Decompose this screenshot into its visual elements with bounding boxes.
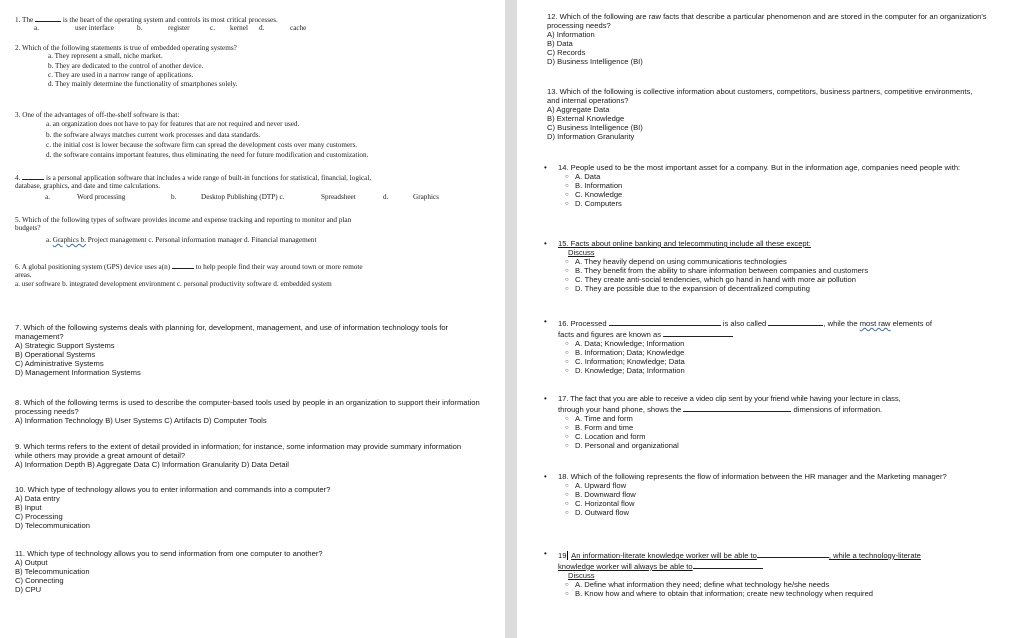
question-8 <box>15 399 480 426</box>
q5-other-options: Project management c. Personal information manager d. Financial management <box>87 235 317 244</box>
q12-option-b: B) Data <box>547 38 573 48</box>
hollow-bullet-icon: ○ <box>565 590 569 597</box>
q17-part3: dimensions of information. <box>793 404 883 414</box>
page-divider <box>505 0 517 638</box>
q11-option-a: A) Output <box>15 557 48 567</box>
hollow-bullet-icon: ○ <box>565 424 569 431</box>
hollow-bullet-icon: ○ <box>565 367 569 374</box>
q6-stem-part3: areas. <box>15 271 32 280</box>
q16-option-b: B. Information; Data; Knowledge <box>575 347 685 357</box>
q1-option-d: cache <box>290 24 307 33</box>
q12-option-a: A) Information <box>547 29 595 39</box>
q1-option-c: kernel <box>230 24 248 33</box>
q2-stem: 2. Which of the following statements is true of embedded operating systems? <box>15 44 237 52</box>
hollow-bullet-icon: ○ <box>565 442 569 449</box>
q18-bullet: • <box>544 472 547 481</box>
q14-option-c-row <box>558 191 1013 200</box>
q11-option-b: B) Telecommunication <box>15 566 90 576</box>
q3-option-b: b. the software always matches current work processes and data standards. <box>46 130 261 139</box>
q13-option-b: B) External Knowledge <box>547 113 625 123</box>
hollow-bullet-icon: ○ <box>565 358 569 365</box>
q14-bullet: • <box>544 163 547 172</box>
hollow-bullet-icon: ○ <box>565 491 569 498</box>
q15-option-d-row <box>558 285 1018 294</box>
q15-option-a: A. They heavily depend on using communications technologies <box>575 256 787 266</box>
q17-part2: through your hand phone, shows the <box>558 404 682 414</box>
q19-part3: knowledge worker will always be able to <box>558 561 693 571</box>
text-cursor <box>567 551 568 560</box>
q1-option-b-letter: b. <box>137 24 143 33</box>
question-16 <box>544 317 1018 375</box>
q6-stem-part1: 6. A global positioning system (GPS) device uses a(n) <box>15 263 171 271</box>
hollow-bullet-icon: ○ <box>565 191 569 198</box>
hollow-bullet-icon: ○ <box>565 500 569 507</box>
q16-option-a: A. Data; Knowledge; Information <box>575 338 685 348</box>
q1-option-c-letter: c. <box>210 24 215 33</box>
q6-stem-part2: to help people find their way around town or more remote <box>195 263 363 271</box>
q10-option-b: B) Input <box>15 502 42 512</box>
q4-option-c: Spreadsheet <box>321 192 356 201</box>
q1-blank <box>35 14 61 22</box>
question-6 <box>15 261 500 288</box>
q13-option-d: D) Information Granularity <box>547 131 635 141</box>
q16-part3: , while the <box>823 319 858 328</box>
question-7 <box>15 324 475 377</box>
q18-option-d: D. Outward flow <box>575 507 630 517</box>
q15-bullet: • <box>544 239 547 248</box>
hollow-bullet-icon: ○ <box>565 173 569 180</box>
q3-option-a: a. an organization does not have to pay for features that are not required and never used. <box>46 120 300 129</box>
q1-option-a-letter: a. <box>34 24 39 33</box>
q4-option-b: Desktop Publishing (DTP) c. <box>201 192 285 201</box>
q7-option-a: A) Strategic Support Systems <box>15 340 115 350</box>
q10-option-d: D) Telecommunication <box>15 520 90 530</box>
q16-bullet: • <box>544 317 547 326</box>
q14-option-b: B. Information <box>575 180 623 190</box>
q15-option-d: D. They are possible due to the expansion of decentralized computing <box>575 283 810 293</box>
q18-option-d-row <box>558 509 1013 518</box>
q14-option-b-row <box>558 182 1013 191</box>
q17-option-c: C. Location and form <box>575 431 646 441</box>
hollow-bullet-icon: ○ <box>565 433 569 440</box>
q5-option-a: Graphics b. <box>52 235 86 244</box>
q1-option-b: register <box>168 24 190 33</box>
q4-stem-line1: is a personal application software that includes a wide range of built-in functions for statistical, financial, logical, <box>45 174 372 182</box>
q10-stem: 10. Which type of technology allows you to enter information and commands into a computer? <box>15 485 331 494</box>
q9-options: A) Information Depth B) Aggregate Data C) Information Granularity D) Data Detail <box>15 459 289 469</box>
q4-stem-line2: database, graphics, and date and time calculations. <box>15 182 161 191</box>
hollow-bullet-icon: ○ <box>565 285 569 292</box>
q17-option-b: B. Form and time <box>575 422 634 432</box>
q1-number: 1. The <box>15 16 34 24</box>
q1-option-d-letter: d. <box>259 24 265 33</box>
hollow-bullet-icon: ○ <box>565 276 569 283</box>
hollow-bullet-icon: ○ <box>565 200 569 207</box>
q8-stem: 8. Which of the following terms is used to describe the computer-based tools used by people in an organization to support their information processing needs? <box>15 398 480 416</box>
q14-option-a: A. Data <box>575 171 601 181</box>
q7-option-c: C) Administrative Systems <box>15 358 104 368</box>
q16-option-d: D. Knowledge; Data; Information <box>575 365 685 375</box>
question-5 <box>15 216 500 244</box>
question-11 <box>15 550 495 595</box>
question-1 <box>15 14 495 33</box>
q14-stem: 14. People used to be the most important asset for a company. But in the information age, companies need people with: <box>558 163 961 172</box>
q19-option-b: B. Know how and where to obtain that information; create new technology when required <box>575 588 874 598</box>
hollow-bullet-icon: ○ <box>565 340 569 347</box>
question-4 <box>15 172 500 203</box>
hollow-bullet-icon: ○ <box>565 415 569 422</box>
question-13 <box>547 88 987 141</box>
question-3 <box>15 111 495 161</box>
q18-stem: 18. Which of the following represents the flow of information between the HR manager and the Marketing manager? <box>558 472 947 481</box>
q15-option-c: C. They create anti-social tendencies, which go hand in hand with more air pollution <box>575 274 856 284</box>
q15-option-b: B. They benefit from the ability to share information between companies and customers <box>575 265 869 275</box>
q3-option-d: d. the software contains important features, thus eliminating the need for future modification and customization. <box>46 151 369 160</box>
q5-stem-line1: 5. Which of the following types of software provides income and expense tracking and reporting to monitor and plan <box>15 216 352 224</box>
q14-option-d-row <box>558 200 1013 209</box>
q5-stem-line2: budgets? <box>15 224 41 233</box>
q13-stem: 13. Which of the following is collective information about customers, competitors, business partners, competitive environments, and internal operations? <box>547 87 973 105</box>
q17-option-a: A. Time and form <box>575 413 633 423</box>
q14-option-a-row <box>558 173 1013 182</box>
q17-blank <box>683 404 791 412</box>
q12-option-c: C) Records <box>547 47 586 57</box>
q4-option-d-letter: d. <box>383 192 389 201</box>
q16-part2: is also called <box>722 319 767 328</box>
hollow-bullet-icon: ○ <box>565 482 569 489</box>
hollow-bullet-icon: ○ <box>565 267 569 274</box>
hollow-bullet-icon: ○ <box>565 258 569 265</box>
question-2 <box>15 44 495 89</box>
q2-option-b: b. They are dedicated to the control of another device. <box>48 61 204 70</box>
q18-option-b: B. Downward flow <box>575 489 636 499</box>
q3-stem: 3. One of the advantages of off-the-shelf software is that: <box>15 111 180 119</box>
hollow-bullet-icon: ○ <box>565 581 569 588</box>
q7-option-d: D) Management Information Systems <box>15 367 141 377</box>
hollow-bullet-icon: ○ <box>565 182 569 189</box>
q4-option-a-letter: a. <box>45 192 50 201</box>
q11-stem: 11. Which type of technology allows you to send information from one computer to another? <box>15 549 323 558</box>
q7-stem: 7. Which of the following systems deals with planning for, development, management, and use of information technology tools for management? <box>15 323 449 341</box>
q18-option-c: C. Horizontal flow <box>575 498 635 508</box>
q19-part2: , while a technology-literate <box>828 551 921 560</box>
q9-stem: 9. Which terms refers to the extent of detail provided in information; for instance, some information may provide summary information while others may provide a great amount of detail? <box>15 442 462 460</box>
question-14 <box>544 163 1013 209</box>
q14-option-d: D. Computers <box>575 198 622 208</box>
q14-option-c: C. Knowledge <box>575 189 623 199</box>
question-15 <box>544 239 1018 293</box>
q15-stem: 15. Facts about online banking and telecommuting include all these except: <box>558 239 811 248</box>
q17-bullet: • <box>544 394 547 403</box>
q16-part4: most raw <box>859 319 891 328</box>
q19-bullet: • <box>544 549 547 558</box>
q16-part1: 16. Processed <box>558 319 607 328</box>
question-17 <box>544 394 1018 450</box>
q19-number: 19 <box>558 551 567 560</box>
q1-stem: is the heart of the operating system and controls its most critical processes. <box>62 16 278 24</box>
q8-options: A) Information Technology B) User Systems C) Artifacts D) Computer Tools <box>15 415 267 425</box>
left-page <box>0 0 505 638</box>
q16-blank-1 <box>609 318 721 326</box>
q4-number: 4. <box>15 174 21 182</box>
q10-option-a: A) Data entry <box>15 493 60 503</box>
q19-option-b-row <box>558 590 1018 599</box>
question-9 <box>15 443 470 470</box>
q5-option-a-letter: a. <box>46 235 51 244</box>
q6-blank <box>172 261 194 269</box>
q16-part5: elements of <box>892 319 932 328</box>
q13-option-a: A) Aggregate Data <box>547 104 610 114</box>
right-page <box>517 0 1024 638</box>
q16-option-d-row <box>558 367 1018 376</box>
q16-part6: facts and figures are known as <box>558 329 661 339</box>
q2-option-d: d. They mainly determine the functionality of smartphones solely. <box>48 80 238 89</box>
q19-blank-2 <box>693 561 763 569</box>
q7-option-b: B) Operational Systems <box>15 349 96 359</box>
hollow-bullet-icon: ○ <box>565 349 569 356</box>
q4-option-b-letter: b. <box>171 192 177 201</box>
q19-part1: An information-literate knowledge worker will be able to <box>571 551 757 560</box>
q16-option-c: C. Information; Knowledge; Data <box>575 356 685 366</box>
q6-options: a. user software b. integrated development environment c. personal productivity software d. embedded system <box>15 279 332 288</box>
question-12 <box>547 13 1017 66</box>
q3-option-c: c. the initial cost is lower because the software firm can spread the development costs over many customers. <box>46 141 358 149</box>
q13-option-c: C) Business Intelligence (BI) <box>547 122 643 132</box>
q17-option-d-row <box>558 442 1018 451</box>
q15-discuss: Discuss <box>568 247 595 257</box>
question-18 <box>544 472 1013 518</box>
q11-option-d: D) CPU <box>15 584 42 594</box>
q11-option-c: C) Connecting <box>15 575 64 585</box>
q10-option-c: C) Processing <box>15 511 63 521</box>
q4-option-a: Word processing <box>77 192 126 201</box>
q19-option-a: A. Define what information they need; define what technology he/she needs <box>575 579 830 589</box>
q18-option-a: A. Upward flow <box>575 480 627 490</box>
question-10 <box>15 486 495 531</box>
q4-option-d: Graphics <box>413 192 439 201</box>
q17-part1: 17. The fact that you are able to receive a video clip sent by your friend while having your lecture in class, <box>558 394 901 403</box>
q19-discuss: Discuss <box>568 570 595 580</box>
q12-option-d: D) Business Intelligence (BI) <box>547 56 643 66</box>
q12-stem: 12. Which of the following are raw facts that describe a particular phenomenon and are stored in the computer for an organization's processing needs? <box>547 12 987 30</box>
q2-option-c: c. They are used in a narrow range of applications. <box>48 70 194 79</box>
q2-option-a: a. They represent a small, niche market. <box>48 52 163 61</box>
hollow-bullet-icon: ○ <box>565 509 569 516</box>
q16-blank-3 <box>663 329 733 337</box>
q16-blank-2 <box>768 318 823 326</box>
q19-blank-1 <box>757 550 829 558</box>
q17-option-d: D. Personal and organizational <box>575 440 679 450</box>
q4-blank <box>22 172 44 180</box>
q1-option-a: user interface <box>75 24 114 33</box>
question-19 <box>544 549 1018 599</box>
